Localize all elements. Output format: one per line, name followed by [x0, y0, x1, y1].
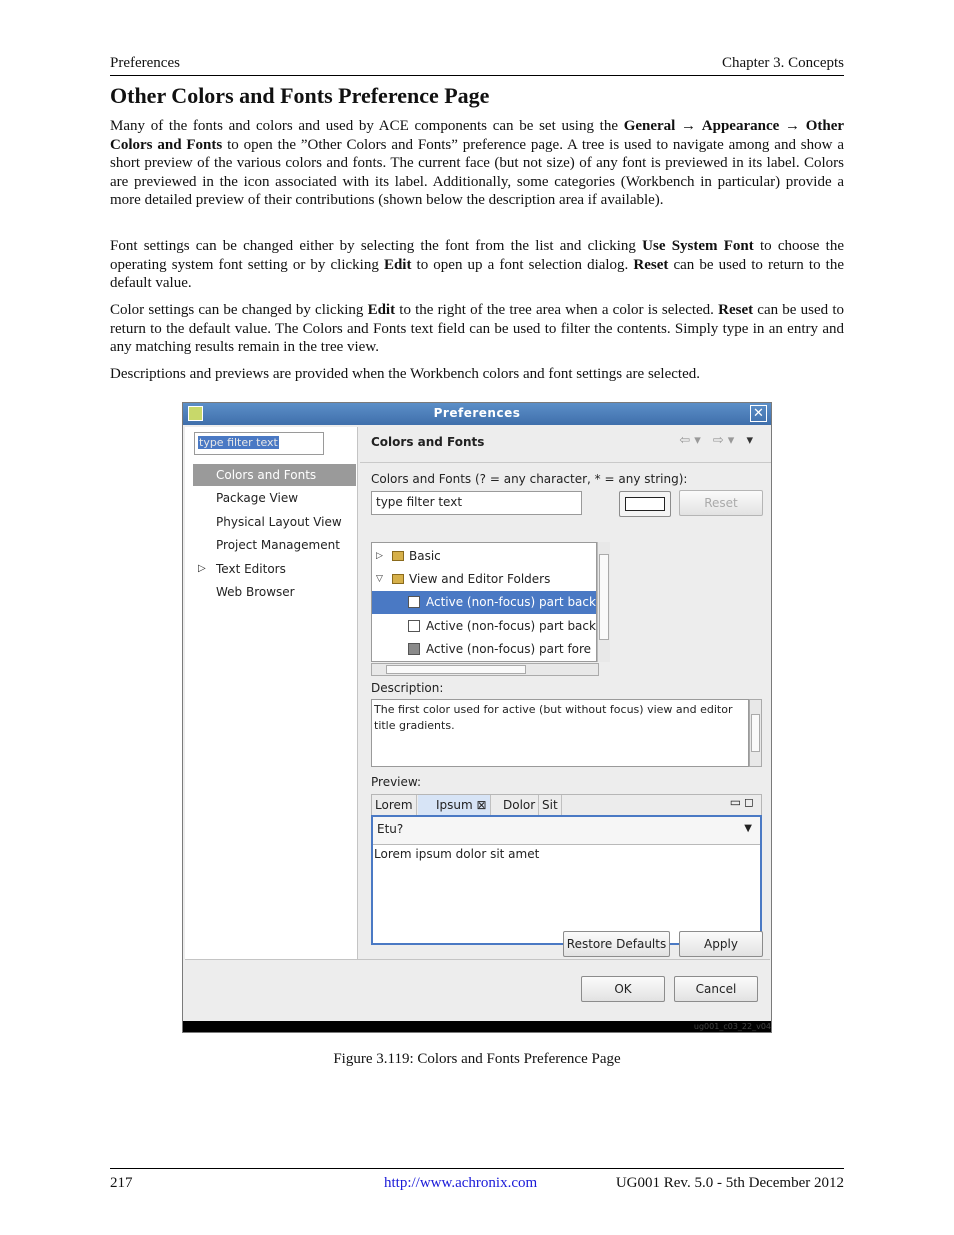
nav-filter-input[interactable]: type filter text: [194, 432, 324, 455]
apply-button[interactable]: Apply: [679, 931, 763, 957]
preference-nav: [185, 427, 358, 959]
dialog-title: Preferences: [433, 406, 521, 420]
figure-caption: Figure 3.119: Colors and Fonts Preference Page: [333, 1051, 621, 1067]
colors-filter-input[interactable]: type filter text: [371, 491, 582, 515]
ok-button[interactable]: OK: [581, 976, 665, 1002]
tab-ipsum[interactable]: Ipsum ⊠: [418, 795, 491, 815]
description-label: Description:: [371, 681, 444, 695]
reset-button[interactable]: Reset: [679, 490, 763, 516]
color-picker-button[interactable]: [619, 491, 671, 517]
document-revision: UG001 Rev. 5.0 - 5th December 2012: [615, 1175, 844, 1191]
restore-defaults-button[interactable]: Restore Defaults: [563, 931, 670, 957]
nav-item-colors-and-fonts[interactable]: Colors and Fonts: [193, 464, 356, 486]
tree-item-view-editor-folders[interactable]: ▽ View and Editor Folders: [372, 568, 597, 591]
color-swatch: [625, 497, 665, 511]
tab-lorem[interactable]: Lorem: [372, 795, 417, 815]
page-number: 217: [110, 1175, 133, 1191]
dialog-titlebar: [183, 403, 771, 425]
paragraph-1: Many of the fonts and colors and used by ACE components can be set using the General → Appearance → Other Colors and Fonts to open the ”Other Colors and Fonts” preference page. A tree is used to navigate among and show a short preview of the various colors and fonts. The current face (but not size) of any font is previewed in its label. Colors are previewed in the icon associated with its label. Additionally, some categories (Workbench in particular) provide a more detailed preview of their contributions (shown below the description area if available).: [110, 118, 845, 209]
paragraph-2: Font settings can be changed either by selecting the font from the list and clicking Use System Font to choose the operating system font setting or by clicking Edit to open up a font selection dialog. Reset can be used to return to the default value.: [110, 238, 845, 292]
colors-tree: [371, 542, 597, 662]
preferences-dialog: [182, 402, 772, 1033]
color-swatch-icon: [408, 596, 420, 608]
tree-item-color[interactable]: Active (non-focus) part back: [372, 615, 597, 638]
page-header: [110, 54, 844, 76]
title-separator: [360, 462, 771, 463]
close-icon[interactable]: ✕: [750, 405, 767, 422]
description-scrollbar[interactable]: [749, 699, 762, 767]
view-menu-icon[interactable]: ▾: [746, 433, 757, 448]
figure-watermark: ug001_c03_22_v04: [693, 1022, 771, 1031]
nav-item-package-view[interactable]: Package View: [216, 491, 299, 505]
filter-label: Colors and Fonts (? = any character, * = any string):: [371, 472, 688, 486]
preview-label: Preview:: [371, 775, 422, 789]
expand-arrow-icon[interactable]: ▷: [376, 551, 383, 561]
preview-tab-bar: [371, 794, 762, 816]
close-icon[interactable]: ⊠: [476, 798, 487, 812]
tree-item-color[interactable]: Active (non-focus) part fore: [372, 638, 597, 661]
tab-sit[interactable]: Sit: [539, 795, 562, 815]
header-chapter: Chapter 3. Concepts: [721, 55, 844, 71]
forward-arrow-icon[interactable]: ⇨▾: [712, 433, 739, 448]
tree-vertical-scrollbar[interactable]: [597, 542, 610, 662]
paragraph-3: Color settings can be changed by clicking Edit to the right of the tree area when a color is selected. Reset can be used to return to the default value. The Colors and Fonts text field can be used to filter the contents. Simply type in an entry and any matching results remain in the tree view.: [110, 302, 844, 356]
color-swatch-icon: [408, 620, 420, 632]
color-swatch-icon: [408, 643, 420, 655]
expand-arrow-icon[interactable]: ▷: [198, 563, 206, 574]
colors-fonts-page: [360, 427, 771, 959]
nav-item-project-management[interactable]: Project Management: [216, 538, 340, 552]
preview-text: Lorem ipsum dolor sit amet: [374, 847, 540, 861]
header-section: Preferences: [110, 55, 180, 71]
cancel-button[interactable]: Cancel: [674, 976, 758, 1002]
screenshot-bottom-strip: [183, 1021, 772, 1033]
dropdown-arrow-icon[interactable]: ▼: [744, 823, 752, 834]
preview-combo[interactable]: Etu? ▼: [373, 817, 760, 845]
nav-item-text-editors[interactable]: ▷ Text Editors: [193, 558, 356, 580]
minimize-maximize-icon[interactable]: ▭◻: [729, 795, 757, 809]
folder-icon: [392, 574, 404, 584]
page-title: Colors and Fonts: [371, 435, 485, 449]
section-title: Other Colors and Fonts Preference Page: [110, 83, 490, 108]
tree-horizontal-scrollbar[interactable]: [371, 663, 599, 676]
paragraph-4: Descriptions and previews are provided when the Workbench colors and font settings are selected.: [110, 366, 700, 382]
description-text: The first color used for active (but without focus) view and editor title gradients.: [371, 699, 749, 767]
tree-item-color[interactable]: Active (non-focus) part back: [372, 591, 597, 614]
tree-item-basic[interactable]: ▷ Basic: [372, 545, 597, 568]
nav-item-physical-layout-view[interactable]: Physical Layout View: [216, 515, 342, 529]
tab-dolor[interactable]: Dolor: [500, 795, 539, 815]
footer-link[interactable]: http://www.achronix.com: [384, 1175, 538, 1191]
page-navigation: [679, 433, 757, 448]
collapse-arrow-icon[interactable]: ▽: [376, 574, 383, 584]
folder-icon: [392, 551, 404, 561]
nav-item-web-browser[interactable]: Web Browser: [216, 585, 295, 599]
preview-area: [371, 815, 762, 945]
dialog-button-bar: [185, 959, 770, 1014]
page-footer: [110, 1168, 844, 1194]
back-arrow-icon[interactable]: ⇦▾: [679, 433, 705, 448]
